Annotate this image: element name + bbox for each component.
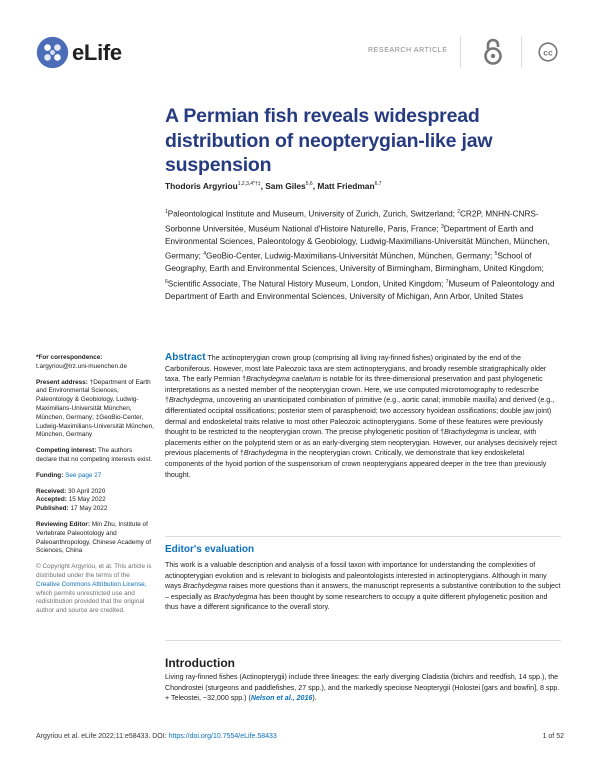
- affiliation: Scientific Associate, The Natural History Museum, London, United Kingdom;: [167, 279, 444, 289]
- copyright-block: [36, 563, 154, 616]
- license-link[interactable]: Creative Commons Attribution License,: [36, 580, 147, 588]
- present-address-block: [36, 379, 154, 441]
- article-sidebar: [36, 354, 154, 623]
- taxon-name: Brachydegma: [213, 592, 258, 601]
- section-divider: [165, 536, 561, 537]
- evaluation-text: has been thought by some researchers to occupy a quite different phylogenetic position and thus have a different significance to the overall story.: [165, 592, 548, 612]
- reviewing-editor-label: Reviewing Editor:: [36, 520, 90, 528]
- logo-text: eLife: [72, 39, 122, 65]
- intro-tail: ).: [312, 694, 317, 703]
- article-title: A Permian fish reveals widespread distribution of neopterygian-like jaw suspension: [165, 105, 493, 176]
- editors-evaluation-heading: Editor's evaluation: [165, 544, 255, 555]
- reviewing-editor-block: [36, 521, 154, 556]
- abstract-text: is unclear, with placements either on the polypterid stem or as an early-diverging stem neopterygian. However, our analyses decisively reject previous placements of †: [165, 428, 557, 458]
- affil-sup: 7: [445, 278, 449, 285]
- affil-sup: 1: [165, 209, 168, 215]
- abstract-text: The actinopterygian crown group (comprising all living ray-finned fishes) originated by the end of the Carboniferous. However, most late Paleozoic taxa are stem actinopterygians, and broadly resemble stratigraphically older taxa. The early Permian †: [165, 354, 547, 384]
- dates-block: [36, 488, 154, 514]
- author-affil-sup: 6,7: [374, 181, 382, 188]
- header-divider: [460, 36, 461, 68]
- introduction-heading: Introduction: [165, 656, 235, 670]
- open-access-icon[interactable]: [481, 38, 505, 66]
- received-date: 30 April 2020: [67, 487, 106, 495]
- citation-link[interactable]: Nelson et al., 2016: [250, 694, 313, 703]
- reviewing-editor-text: Min Zhu, Institute of Vertebrate Paleontology and Paleoanthropology, Chinese Academy of Sciences, China: [36, 520, 151, 555]
- taxon-name: Brachydegma: [168, 396, 213, 405]
- competing-interest-text: The authors declare that no competing interests exist.: [36, 447, 153, 463]
- affil-sup: 5: [494, 251, 498, 258]
- funding-label: Funding:: [36, 471, 64, 479]
- doi-link[interactable]: https://doi.org/10.7554/eLife.58433: [168, 733, 277, 740]
- accepted-label: Accepted:: [36, 496, 67, 504]
- abstract-heading: Abstract: [165, 352, 206, 363]
- taxon-name: Brachydegma: [183, 582, 227, 591]
- affil-sup: 6: [165, 278, 168, 285]
- author-name[interactable]: Sam Giles: [265, 181, 306, 191]
- taxon-name: Brachydegma: [243, 449, 288, 458]
- abstract-text: , uncovering an unanticipated combination of primitive (e.g., aortic canal; immobile maxilla) and derived (e.g., differentiated occipital ossifications; posterior stem of parasphenoid; two accessory hyoidean ossifications; double jaw joint) dermal and endoskeletal traits relative to most other Paleozoic actinopterygians. Some of these features were previously thought to be restricted to the neopterygian crown. The precise phylogenetic position of †: [165, 396, 555, 437]
- competing-interest-block: [36, 447, 154, 465]
- article-type: RESEARCH ARTICLE: [368, 47, 448, 54]
- abstract-text: is notable for its three-dimensional preservation and past phylogenetic interpretations as a nested member of the neopterygian crown. Here, we use computed microtomography to redescribe †: [165, 375, 543, 405]
- funding-link[interactable]: See page 27: [65, 471, 102, 479]
- published-label: Published:: [36, 505, 69, 513]
- creative-commons-icon[interactable]: [538, 42, 558, 62]
- elife-logo[interactable]: [36, 36, 122, 69]
- abstract-text: in the neopterygian crown. Critically, we demonstrate that key endoskeletal components of the hyoid portion of the suspensorium of crown neopterygians appeared deeper in the tree than previously thought.: [165, 449, 547, 479]
- elife-logo-icon: [36, 36, 69, 69]
- funding-block: [36, 472, 154, 481]
- author-name[interactable]: Thodoris Argyriou: [165, 181, 238, 191]
- footer-citation: Argyriou et al. eLife 2022;11:e58433.: [36, 733, 151, 740]
- editors-evaluation-text: [165, 560, 561, 613]
- affiliation: GeoBio-Center, Ludwig-Maximilians-Universität München, München, Germany;: [206, 252, 493, 262]
- accepted-date: 15 May 2022: [68, 496, 106, 504]
- license-tail: which permits unrestricted use and redistribution provided that the original author and source are credited.: [36, 589, 145, 615]
- section-divider: [165, 640, 561, 641]
- introduction-text: [165, 672, 561, 704]
- header-divider: [521, 36, 522, 68]
- abstract: [165, 353, 561, 480]
- taxon-name: Brachydegma caelatum: [246, 375, 321, 384]
- competing-interest-label: Competing interest:: [36, 447, 97, 455]
- affiliation: School of Geography, Earth and Environmental Sciences, University of Birmingham, Birmingham, United Kingdom;: [165, 252, 544, 274]
- affiliation: Department of Earth and Environmental Sciences, Paleontology & Geobiology, Ludwig-Maximilians-Universität München, München, Germany;: [165, 224, 550, 262]
- correspondence-block: [36, 354, 154, 372]
- affil-sup: 4: [203, 251, 207, 258]
- author-affil-sup: 1,2,3,4*†‡: [237, 181, 261, 188]
- correspondence-label: *For correspondence:: [36, 354, 103, 361]
- taxon-name: Brachydegma: [444, 428, 488, 437]
- affil-sup: 2: [457, 209, 460, 215]
- published-date: 17 May 2022: [70, 505, 108, 513]
- intro-paragraph: Living ray-finned fishes (Actinopterygii) include three lineages: the early diverging Cladistia (bichirs and reedfish, 14 spp.), the Chondrostei (sturgeons and paddlefishes, 27 spp.), and the markedly speciose Neopterygii (Holostei [gars and bowfin], 8 spp. + Teleostei, ~32,000 spp.) (: [165, 673, 560, 703]
- affiliation: CR2P, MNHN-CNRS-Sorbonne Universitée, Muséum National d'Histoire Naturelle, Paris, France;: [165, 209, 539, 234]
- correspondence-email[interactable]: t.argyriou@lrz.uni-muenchen.de: [36, 362, 128, 370]
- author-list: Thodoris Argyriou$^{1,2,3,4*\dagger\ddagger}$, Sam Giles$^{5,6}$, Matt Friedman$^{6,7}$: [165, 181, 382, 191]
- affiliation: Museum of Paleontology and Department of Earth and Environmental Sciences, University of Michigan, Ann Arbor, United States: [165, 279, 555, 301]
- copyright-text: © Copyright Argyriou, et al. This article is distributed under the terms of the: [36, 563, 152, 579]
- received-label: Received:: [36, 487, 67, 495]
- affiliation: Paleontological Institute and Museum, University of Zurich, Zurich, Switzerland;: [167, 209, 455, 219]
- affiliations: [165, 206, 565, 303]
- present-address-text: †Department of Earth and Environmental Sciences, Paleontology & Geobiology, Ludwig-Maximilians-Universität München, München, Germany; ‡GeoBio-Center, Ludwig-Maximilians-Universität München, München, Germany: [36, 378, 154, 439]
- evaluation-text: raises more questions than it answers, the manuscript represents a substantive contribution to the subject – especially as: [165, 582, 561, 601]
- present-address-label: Present address:: [36, 378, 88, 386]
- doi-label: DOI:: [152, 733, 167, 740]
- affil-sup: 3: [440, 224, 444, 231]
- author-affil-sup: 5,6: [305, 181, 313, 188]
- evaluation-text: This work is a valuable description and analysis of a fossil taxon with importance for understanding the complexities of actinopterygian evolution and is relevant to biologists and paleontologists interested in actinopterygians. Although in many ways: [165, 561, 547, 591]
- page-number: 1 of 52: [542, 733, 564, 740]
- author-name[interactable]: Matt Friedman: [317, 181, 375, 191]
- page-footer: [36, 733, 564, 740]
- svg-text:cc: cc: [543, 47, 553, 58]
